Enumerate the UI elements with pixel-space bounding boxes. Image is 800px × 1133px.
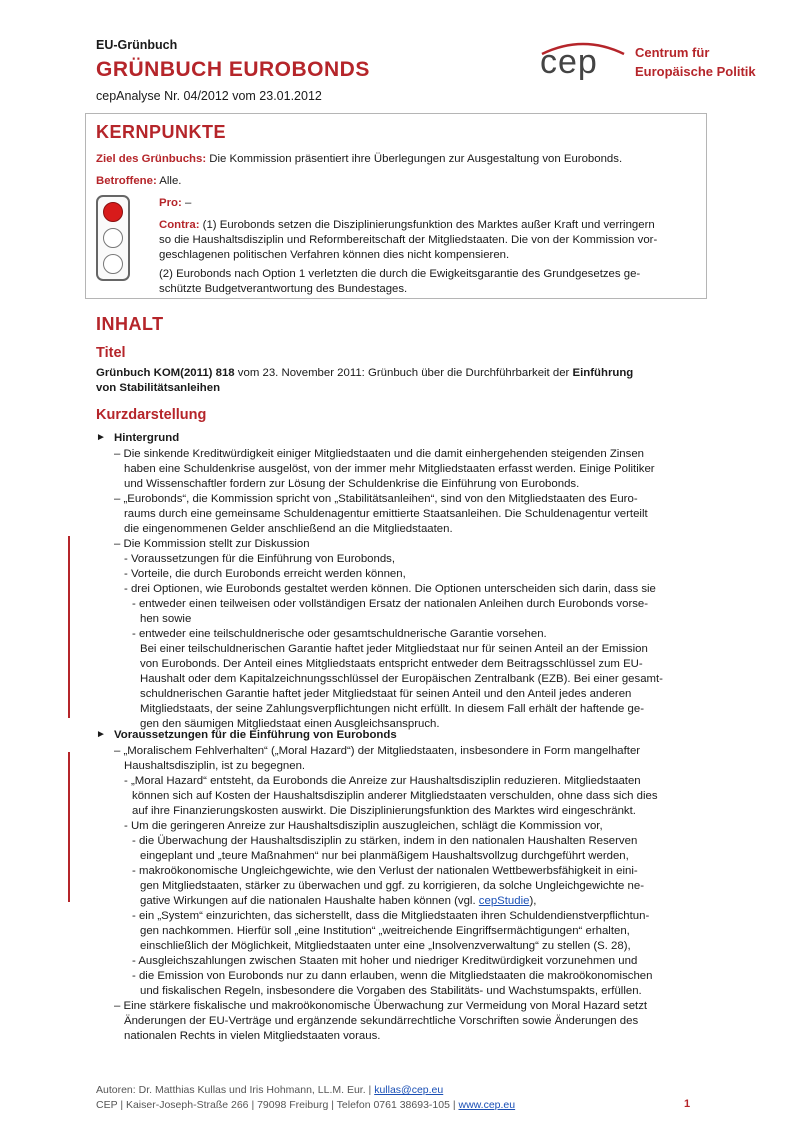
body-line: - Um die geringeren Anreize zur Haushaltsdisziplin auszugleichen, schlägt die Kommission vor, xyxy=(124,820,603,832)
contra-line-5: schützte Budgetverantwortung des Bundestages. xyxy=(159,283,408,295)
contra-text-1: (1) Eurobonds setzen die Disziplinierungsfunktion des Marktes außer Kraft und verringern xyxy=(199,219,655,231)
logo-wordmark: cep xyxy=(540,43,598,81)
body-line: - drei Optionen, wie Eurobonds gestaltet werden können. Die Optionen unterscheiden sich darin, dass sie xyxy=(124,583,656,595)
body-line: Änderungen der EU-Verträge und ergänzende sekundärrechtliche Vorschriften sowie Änderungen des xyxy=(124,1015,639,1027)
page-number: 1 xyxy=(684,1098,691,1110)
titel-rest: vom 23. November 2011: Grünbuch über die Durchführbarkeit der xyxy=(237,367,573,379)
ziel-line xyxy=(96,152,622,167)
footer-address xyxy=(96,1099,515,1111)
body-line: und fiskalischen Regeln, insbesondere die Vorgaben des Stabilitäts- und Wachstumspakts, erfüllen. xyxy=(140,985,642,997)
body-line: – Die sinkende Kreditwürdigkeit einiger Mitgliedstaaten und die damit einhergehenden steigenden Zinsen xyxy=(114,448,645,460)
bullet-arrow-icon: ► xyxy=(96,432,106,443)
titel-bold-2: Einführung xyxy=(572,367,634,379)
body-line: können sich auf Kosten der Haushaltsdisziplin anderer Mitgliedstaaten verschulden, ohne dass sich dies xyxy=(132,790,658,802)
body-line: haben eine Schuldenkrise ausgelöst, von der immer mehr Mitgliedstaaten erfasst werden. Einige Politiker xyxy=(124,463,655,475)
body-line: von Eurobonds. Der Anteil eines Mitgliedstaats entspricht entweder dem Beitragsschlüssel zum EU- xyxy=(140,658,643,670)
footer-address-text: CEP | Kaiser-Joseph-Straße 266 | 79098 Freiburg | Telefon 0761 38693-105 | xyxy=(96,1099,459,1111)
body-line: - „Moral Hazard“ entsteht, da Eurobonds die Anreize zur Haushaltsdisziplin reduzieren. Mitgliedstaaten xyxy=(124,775,641,787)
contra-line-2: so die Haushaltsdisziplin und Reformbereitschaft der Mitgliedstaaten. Die von der Kommission vor- xyxy=(159,234,658,246)
body-line: - die Emission von Eurobonds nur zu dann erlauben, wenn die Mitgliedstaaten die makroökonomischen xyxy=(132,970,653,982)
contra-label: Contra: xyxy=(159,219,200,231)
betroffene-text: Alle. xyxy=(156,175,182,187)
logo-line-1: Centrum für xyxy=(635,45,710,60)
body-line-with-link xyxy=(140,894,536,909)
body-line: Bei einer teilschuldnerischen Garantie haftet jeder Mitgliedstaat nur für seinen Anteil an der Emission xyxy=(140,643,648,655)
titel-kom: KOM(2011) 818 xyxy=(150,367,238,379)
logo-text xyxy=(635,43,756,81)
titel-bold: Grünbuch xyxy=(96,367,151,379)
voraussetzungen-heading: Voraussetzungen für die Einführung von Eurobonds xyxy=(114,729,397,741)
betroffene-label: Betroffene: xyxy=(96,175,157,187)
contra-line-1 xyxy=(159,218,655,233)
body-line: und Wissenschaftler fordern zur Lösung der Schuldenkrise die Einführung von Eurobonds. xyxy=(124,478,580,490)
email-link[interactable]: kullas@cep.eu xyxy=(374,1084,444,1096)
bullet-arrow-icon: ► xyxy=(96,729,106,740)
margin-marker xyxy=(68,536,70,718)
hintergrund-heading: Hintergrund xyxy=(114,432,180,444)
pro-label: Pro: xyxy=(159,197,182,209)
green-light-icon xyxy=(103,254,123,274)
body-line: gen nachkommen. Hierfür soll „eine Institution“ „weitreichende Eingriffsermächtigungen“ erhalten, xyxy=(140,925,630,937)
body-line: einschließlich der Möglichkeit, Mitgliedstaaten unter eine „Insolvenzverwaltung“ zu stellen (S. 28), xyxy=(140,940,631,952)
traffic-light-icon xyxy=(96,195,130,281)
body-line-text: gative Wirkungen auf die nationalen Haushalte haben können (vgl. xyxy=(140,895,479,907)
body-line: gen Mitgliedstaaten, stärker zu überwachen und ggf. zu korrigieren, da solche Ungleichgewichte ne- xyxy=(140,880,645,892)
body-line: auf ihre Finanzierungskosten auswirkt. Die Disziplinierungsfunktion des Marktes wird eingeschränkt. xyxy=(132,805,636,817)
pro-text: – xyxy=(181,197,192,209)
document-subtitle: cepAnalyse Nr. 04/2012 vom 23.01.2012 xyxy=(96,89,322,103)
footer-authors xyxy=(96,1084,443,1096)
body-line: Mitgliedstaats, der seine Zahlungsverpflichtungen nicht erfüllt. In diesem Fall erhält der haftende ge- xyxy=(140,703,644,715)
footer-authors-text: Autoren: Dr. Matthias Kullas und Iris Hohmann, LL.M. Eur. | xyxy=(96,1084,375,1096)
inhalt-heading: INHALT xyxy=(96,314,164,334)
body-line: - Voraussetzungen für die Einführung von Eurobonds, xyxy=(124,553,396,565)
body-line: - entweder eine teilschuldnerische oder gesamtschuldnerische Garantie vorsehen. xyxy=(132,628,547,640)
website-link[interactable]: www.cep.eu xyxy=(458,1099,516,1111)
body-line: Haushalt oder dem Kapitalzeichnungsschlüssel der Europäischen Zentralbank (EZB). Bei einer gesamt- xyxy=(140,673,663,685)
body-line: raums durch eine gemeinsame Schuldenagentur emittierte Staatsanleihen. Die Schuldenagentur verteilt xyxy=(124,508,648,520)
kurzdarstellung-heading: Kurzdarstellung xyxy=(96,407,207,423)
kernpunkte-heading: KERNPUNKTE xyxy=(96,122,227,142)
body-line: – „Moralischem Fehlverhalten“ („Moral Hazard“) der Mitgliedstaaten, insbesondere in Form mangelhafter xyxy=(114,745,641,757)
body-line: - Vorteile, die durch Eurobonds erreicht werden können, xyxy=(124,568,406,580)
body-line: gen den säumigen Mitgliedstaat einen Ausgleichsanspruch. xyxy=(140,718,440,730)
body-line: die eingenommenen Gelder anschließend an die Mitgliedstaaten. xyxy=(124,523,453,535)
document-title: GRÜNBUCH EUROBONDS xyxy=(96,58,370,81)
body-line: Haushaltsdisziplin, ist zu begegnen. xyxy=(124,760,306,772)
document-type: EU-Grünbuch xyxy=(96,38,178,52)
body-line: nationalen Rechts in vielen Mitgliedstaaten voraus. xyxy=(124,1030,381,1042)
red-light-icon xyxy=(103,202,123,222)
margin-marker xyxy=(68,752,70,902)
body-line: - Ausgleichszahlungen zwischen Staaten mit hoher und niedriger Kreditwürdigkeit vorzunehmen und xyxy=(132,955,638,967)
body-line: – Die Kommission stellt zur Diskussion xyxy=(114,538,310,550)
body-line: eingeplant und „teure Maßnahmen“ nur bei planmäßigem Haushaltsvollzug durchgeführt werden, xyxy=(140,850,629,862)
body-line: hen sowie xyxy=(140,613,192,625)
ziel-text: Die Kommission präsentiert ihre Überlegungen zur Ausgestaltung von Eurobonds. xyxy=(206,153,623,165)
body-line: – „Eurobonds“, die Kommission spricht von „Stabilitätsanleihen“, sind von den Mitgliedstaaten des Euro- xyxy=(114,493,638,505)
yellow-light-icon xyxy=(103,228,123,248)
contra-line-4: (2) Eurobonds nach Option 1 verletzten die durch die Ewigkeitsgarantie des Grundgesetzes ge- xyxy=(159,268,641,280)
contra-line-3: geschlagenen politischen Verfahren können dies nicht kompensieren. xyxy=(159,249,510,261)
cepstudie-link[interactable]: cepStudie xyxy=(478,895,530,907)
titel-line-2: von Stabilitätsanleihen xyxy=(96,382,221,394)
ziel-label: Ziel des Grünbuchs: xyxy=(96,153,207,165)
body-line: - ein „System“ einzurichten, das sicherstellt, dass die Mitgliedstaaten ihren Schuldendienstverpflichtun- xyxy=(132,910,650,922)
body-line: – Eine stärkere fiskalische und makroökonomische Überwachung zur Vermeidung von Moral Hazard setzt xyxy=(114,1000,648,1012)
titel-line-1 xyxy=(96,366,633,381)
pro-line xyxy=(159,196,191,211)
body-line: - die Überwachung der Haushaltsdisziplin zu stärken, indem in den nationalen Haushalten Reserven xyxy=(132,835,638,847)
link-tail: ), xyxy=(529,895,537,907)
titel-heading: Titel xyxy=(96,345,126,361)
body-line: schuldnerischen Garantie haftet jeder Mitgliedstaat für seinen Anteil und den Anteil jedes anderen xyxy=(140,688,632,700)
body-line: - entweder einen teilweisen oder vollständigen Ersatz der nationalen Anleihen durch Eurobonds vorse- xyxy=(132,598,649,610)
logo-line-2: Europäische Politik xyxy=(635,64,756,79)
body-line: - makroökonomische Ungleichgewichte, wie den Verlust der nationalen Wettbewerbsfähigkeit in eini- xyxy=(132,865,638,877)
betroffene-line xyxy=(96,174,181,189)
